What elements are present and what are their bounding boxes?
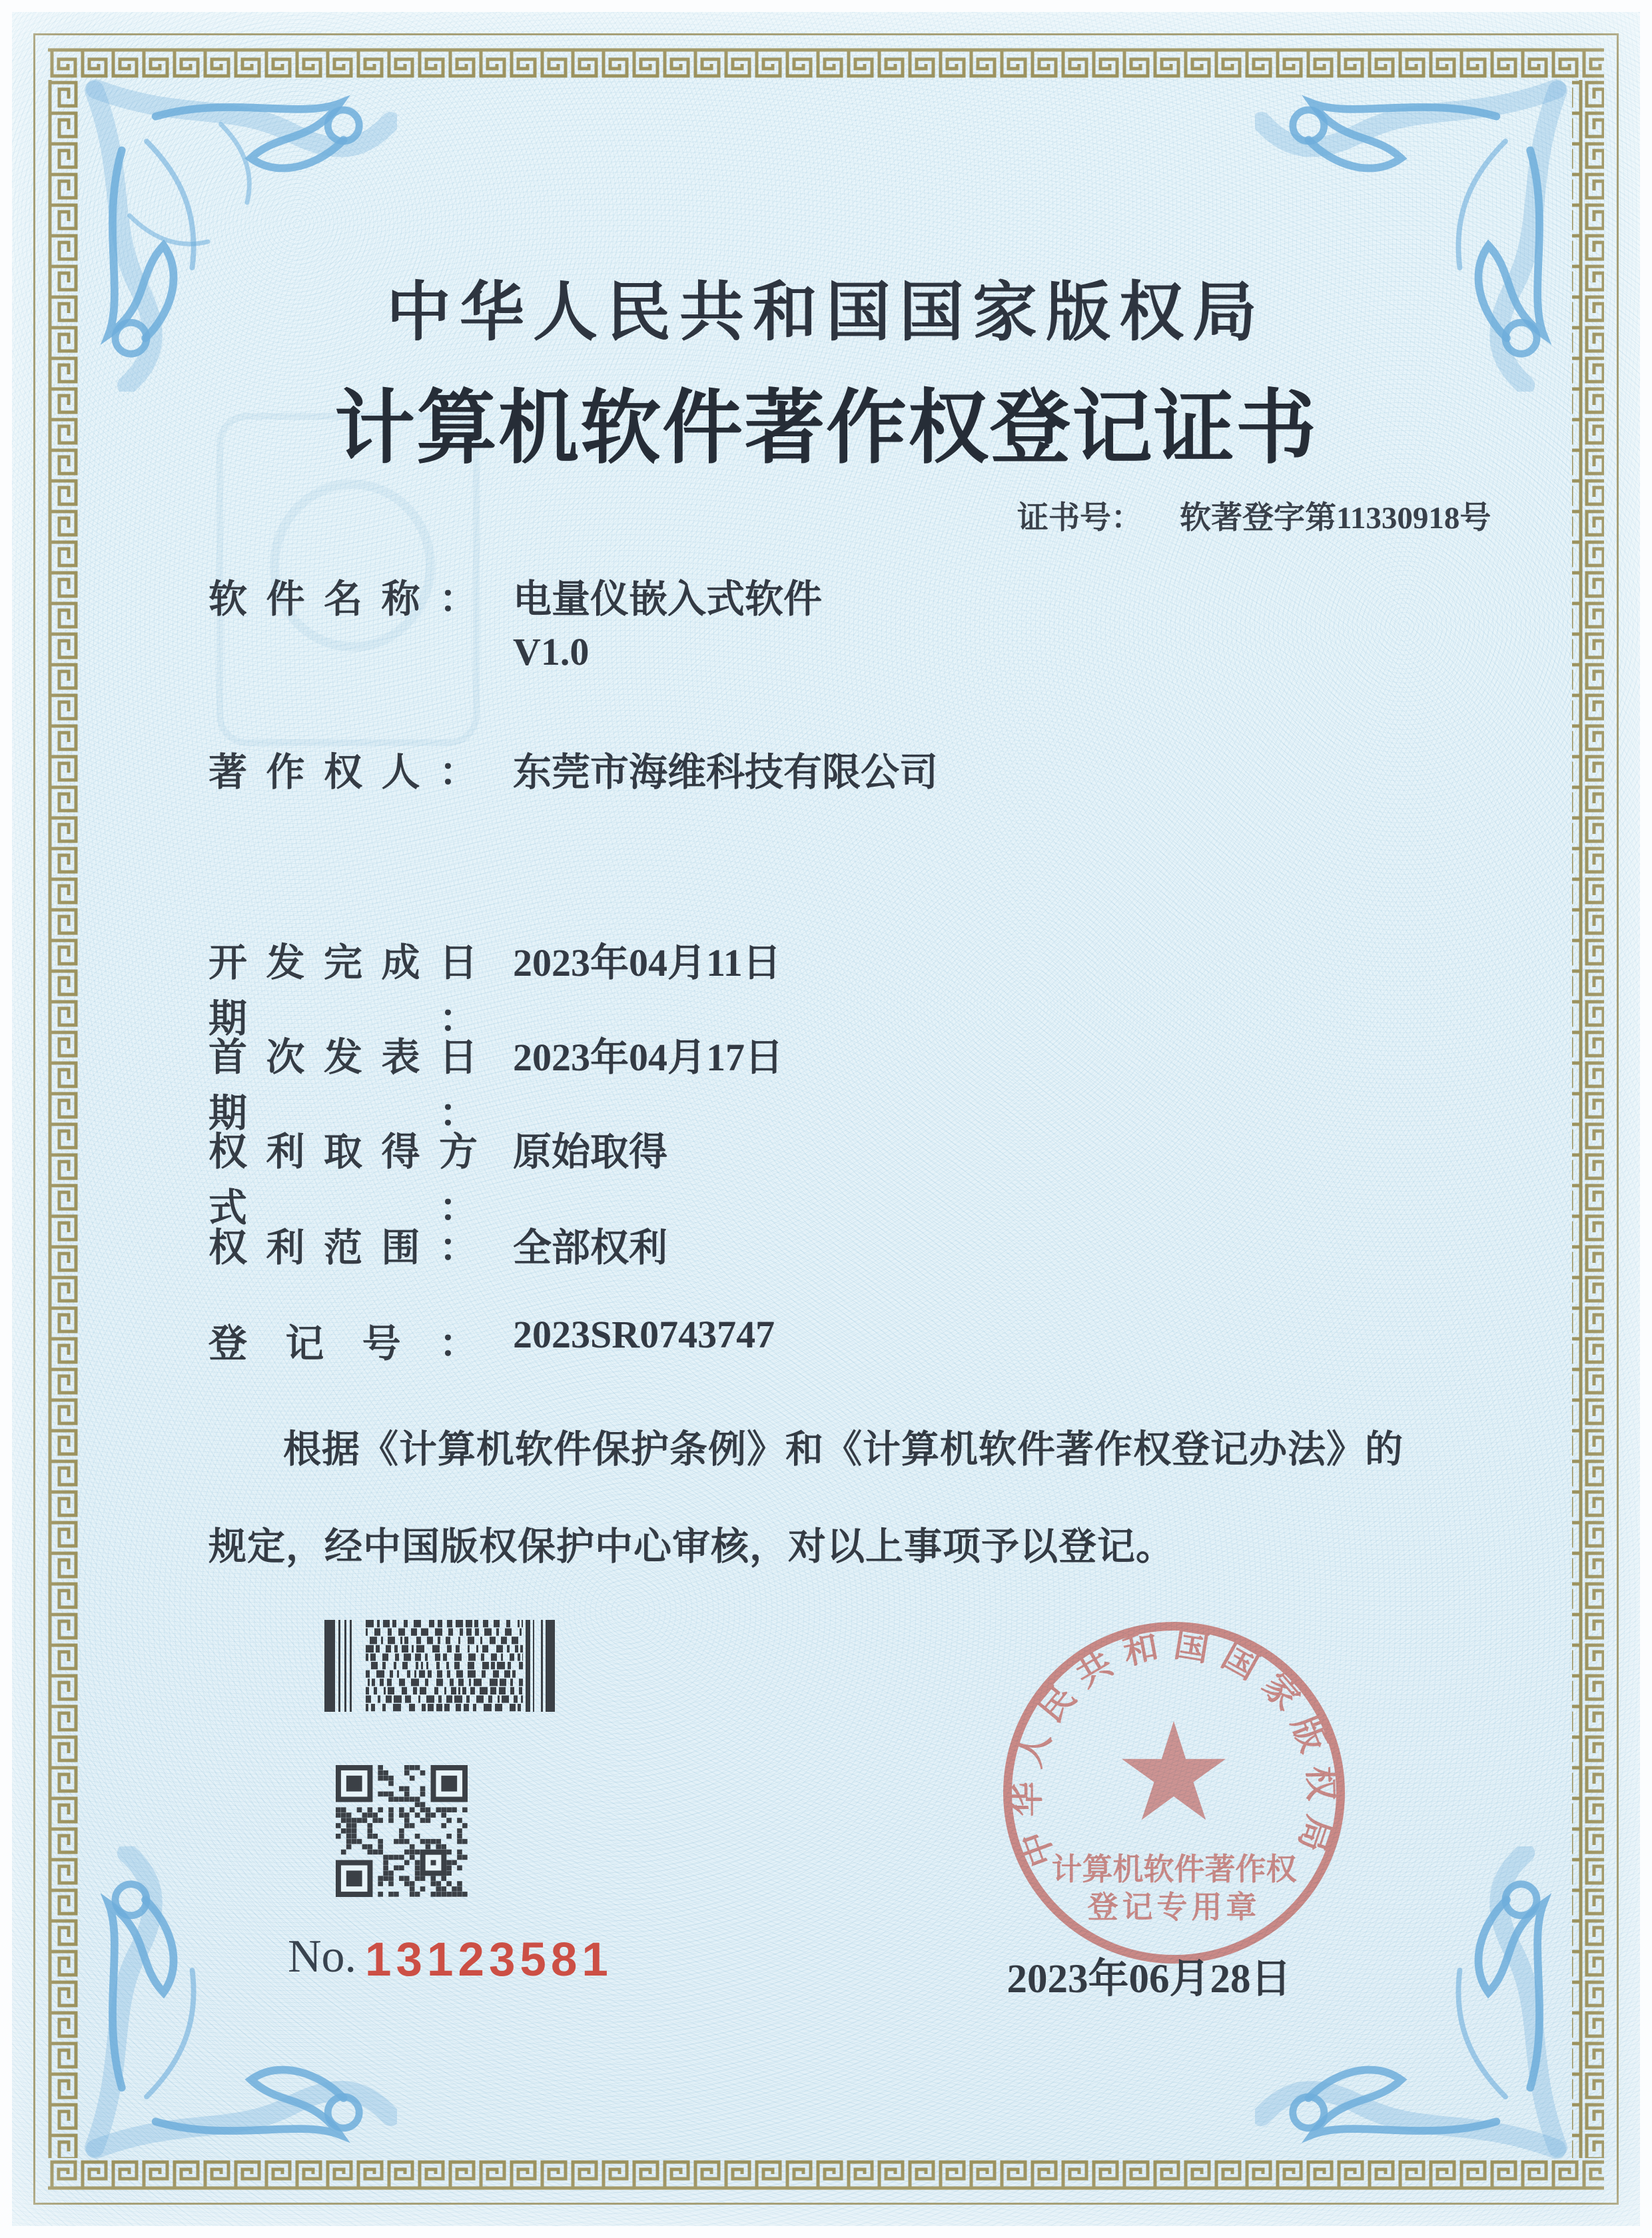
official-seal: [996, 1615, 1352, 1971]
qr-code: [336, 1765, 468, 1897]
field-label-copyright-owner: 著作权人：: [208, 751, 478, 794]
field-label-rights-scope: 权利范围：: [208, 1226, 478, 1270]
seal-ring-text: 中华人民共和国国家版权局: [1009, 1626, 1340, 1872]
seal-star-icon: [1122, 1721, 1226, 1820]
certificate-number-value: 软著登字第11330918号: [1180, 501, 1491, 536]
barcode: [324, 1620, 578, 1712]
statement-line-2: 规定，经中国版权保护中心审核，对以上事项予以登记。: [208, 1526, 1174, 1568]
field-label-registration-number: 登记号：: [208, 1322, 478, 1365]
issue-date: 2023年06月28日: [1007, 1957, 1292, 2002]
seal-text-line1: 计算机软件著作权: [1051, 1852, 1297, 1886]
field-value-rights-scope: 全部权利: [513, 1226, 668, 1270]
field-label-dev-complete-date: 开发完成日期：: [208, 941, 478, 1040]
field-label-first-publish-date: 首次发表日期：: [208, 1036, 478, 1135]
field-value-software-version: V1.0: [513, 630, 590, 673]
certificate-number-label: 证书号：: [1017, 501, 1142, 536]
certificate-number-line: [1017, 493, 1491, 538]
field-value-copyright-owner: 东莞市海维科技有限公司: [513, 751, 939, 794]
certificate-title: 计算机软件著作权登记证书: [334, 384, 1318, 474]
field-label-software-name: 软件名称：: [208, 577, 478, 621]
statement-line-1: 根据《计算机软件保护条例》和《计算机软件著作权登记办法》的: [283, 1429, 1404, 1471]
field-value-registration-number: 2023SR0743747: [513, 1313, 775, 1356]
field-label-rights-acquisition: 权利取得方式：: [208, 1130, 478, 1230]
field-value-rights-acquisition: 原始取得: [513, 1130, 668, 1174]
field-value-first-publish-date: 2023年04月17日: [513, 1036, 784, 1079]
field-value-dev-complete-date: 2023年04月11日: [513, 941, 781, 984]
serial-prefix: No.: [288, 1931, 357, 1982]
serial-number: 13123581: [365, 1934, 613, 1986]
seal-text-line2: 登记专用章: [1087, 1890, 1261, 1924]
authority-title: 中华人民共和国国家版权局: [386, 277, 1266, 348]
field-value-software-name: 电量仪嵌入式软件: [513, 577, 823, 621]
